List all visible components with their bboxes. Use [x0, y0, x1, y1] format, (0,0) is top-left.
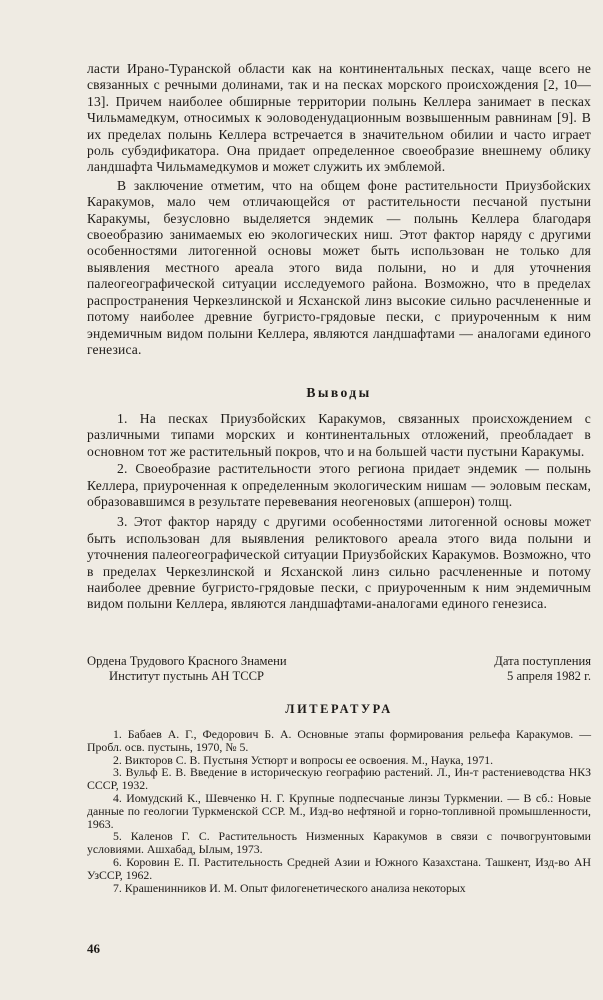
institution-line: Ордена Трудового Красного Знамени: [87, 654, 287, 668]
section-heading: Выводы: [306, 385, 372, 400]
received-date: 5 апреля 1982 г.: [507, 668, 591, 683]
paragraph: В заключение отметим, что на общем фоне растительности Приузбойских Каракумов, мало чем отличающейся от растительности песчаной пустыни Каракумы, безусловно выделяется эндемик — полынь Келлера благодаря своеобразию занимаемых ею экологических ниш. Этот фактор наряду с другими особенностями литогенной основы может быть использован не только для выявления местного ареала этого вида полыни, но и для уточнения палеогеографической ситуации исследуемого района. Возможно, что в пределах распространения Черкезлинской и Ясханской линз высокие сильно расчлененные и потому наиболее древние бугристо-грядовые пески, с приуроченным к ним эндемичным видом полыни Келлера, являются ландшафтами — аналогами единого генезиса.: [87, 177, 591, 357]
reference-item: 3. Вульф Е. В. Введение в историческую географию растений. Л., Ин-т растениеводства НКЗ СССР, 1932.: [87, 765, 591, 793]
reference-item: 1. Бабаев А. Г., Федорович Б. А. Основные этапы формирования рельефа Каракумов. — Пробл. осв. пустынь, 1970, № 5.: [87, 727, 591, 754]
institution-line: Институт пустынь АН ТССР: [109, 668, 265, 683]
body-text: [87, 61, 591, 358]
conclusion-item: 1. На песках Приузбойских Каракумов, связанных происхождением с различными типами морских и континентальных отложений, преобладает в основном тот же растительный покров, что и на большей части пустыни Каракумы.: [87, 411, 591, 459]
received-label: Дата поступления: [494, 654, 591, 668]
page-number: 46: [87, 941, 100, 956]
references-heading: ЛИТЕРАТУРА: [285, 702, 393, 716]
reference-item: 5. Каленов Г. С. Растительность Низменных Каракумов в связи с почвогрунтовыми условиями. Ашхабад, Ылым, 1973.: [87, 829, 591, 857]
conclusion-item: 3. Этот фактор наряду с другими особенностями литогенной основы может быть использован для выявления реликтового ареала этого вида полыни и уточнения палеогеографической ситуации Приузбойских Каракумов. Возможно, что в пределах Черкезлинской и Ясханской линз сильно расчлененные и потому наиболее древние бугристо-грядовые пески, с приуроченным к ним эндемичным видом полыни Келлера, являются ландшафтами-аналогами единого генезиса.: [87, 514, 591, 612]
reference-item: 7. Крашенинников И. М. Опыт филогенетического анализа некоторых: [113, 880, 466, 895]
conclusions-list: [87, 411, 591, 613]
paragraph: ласти Ирано-Туранской области как на континентальных песках, чаще всего не связанных с речными долинами, так и на песках морского происхождения [2, 10—13]. Причем наиболее обширные территории полынь Келлера занимает в песках Чильмамедкум, относимых к эоловоденудационным возвышенным равнинам [9]. В их пределах полынь Келлера встречается в значительном обилии и часто играет роль субэдификатора. Она придает определенное своеобразие внешнему облику ландшафта Чильмамедкумов и может служить их эмблемой.: [87, 61, 591, 175]
reference-item: 4. Иомудский К., Шевченко Н. Г. Крупные подпесчаные линзы Туркмении. — В сб.: Новые данные по геологии Туркменской ССР. М., Изд-во нефтяной и горно-топливной промышленности, 1963.: [87, 790, 591, 831]
reference-item: 2. Викторов С. В. Пустыня Устюрт и вопросы ее освоения. М., Наука, 1971.: [113, 752, 494, 767]
references-list: [87, 728, 591, 894]
reference-item: 6. Коровин Е. П. Растительность Средней Азии и Южного Казахстана. Ташкент, Изд-во АН УзССР, 1962.: [87, 854, 591, 882]
conclusion-item: 2. Своеобразие растительности этого региона придает эндемик — полынь Келлера, приуроченная к определенным экологическим нишам — эоловым пескам, образовавшимся в результате перевевания неогеновых (апшерон) толщ.: [87, 461, 591, 510]
